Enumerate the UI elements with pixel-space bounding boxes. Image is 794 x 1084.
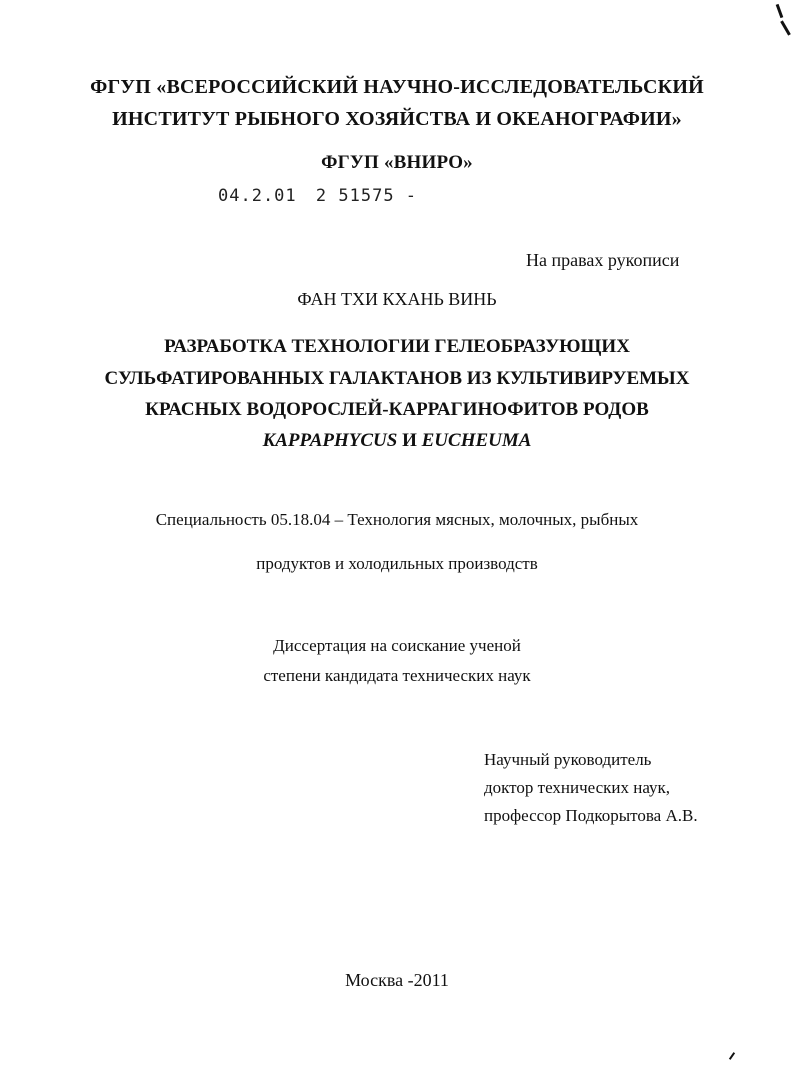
title-line-3: КРАСНЫХ ВОДОРОСЛЕЙ-КАРРАГИНОФИТОВ РОДОВ <box>145 399 649 420</box>
supervisor-degree: доктор технических наук, <box>484 778 671 797</box>
manuscript-rights-note: На правах рукописи <box>526 250 680 270</box>
institution-line-1: ФГУП «ВСЕРОССИЙСКИЙ НАУЧНО-ИССЛЕДОВАТЕЛЬСКИЙ <box>90 76 704 98</box>
title-line-4 <box>0 430 794 452</box>
author-name: ФАН ТХИ КХАНЬ ВИНЬ <box>297 289 497 309</box>
scan-mark-bottom-right <box>729 1052 735 1060</box>
title-line-1: РАЗРАБОТКА ТЕХНОЛОГИИ ГЕЛЕОБРАЗУЮЩИХ <box>164 336 630 357</box>
genus-eucheuma: EUCHEUMA <box>421 430 532 451</box>
title-conjunction: И <box>402 430 417 451</box>
archive-stamp <box>218 186 417 206</box>
degree-line-1: Диссертация на соискание ученой <box>273 636 521 655</box>
scan-mark-top-right <box>776 4 784 18</box>
supervisor-label: Научный руководитель <box>484 750 652 769</box>
specialty-line-2: продуктов и холодильных производств <box>256 554 538 573</box>
title-line-2: СУЛЬФАТИРОВАННЫХ ГАЛАКТАНОВ ИЗ КУЛЬТИВИРУЕМЫХ <box>104 368 690 389</box>
stamp-number: 2 51575 - <box>315 186 418 206</box>
genus-kappaphycus: KAPPAPHYCUS <box>262 430 398 451</box>
stamp-date: 04.2.01 <box>218 186 297 206</box>
supervisor-name: профессор Подкорытова А.В. <box>484 806 698 825</box>
place-year: Москва -2011 <box>345 970 449 990</box>
institution-line-2: ИНСТИТУТ РЫБНОГО ХОЗЯЙСТВА И ОКЕАНОГРАФИИ» <box>112 108 682 130</box>
scan-mark-top-right-2 <box>780 20 791 35</box>
degree-line-2: степени кандидата технических наук <box>263 666 531 685</box>
institution-short-name: ФГУП «ВНИРО» <box>321 152 473 173</box>
specialty-line-1: Специальность 05.18.04 – Технология мясных, молочных, рыбных <box>155 510 639 529</box>
